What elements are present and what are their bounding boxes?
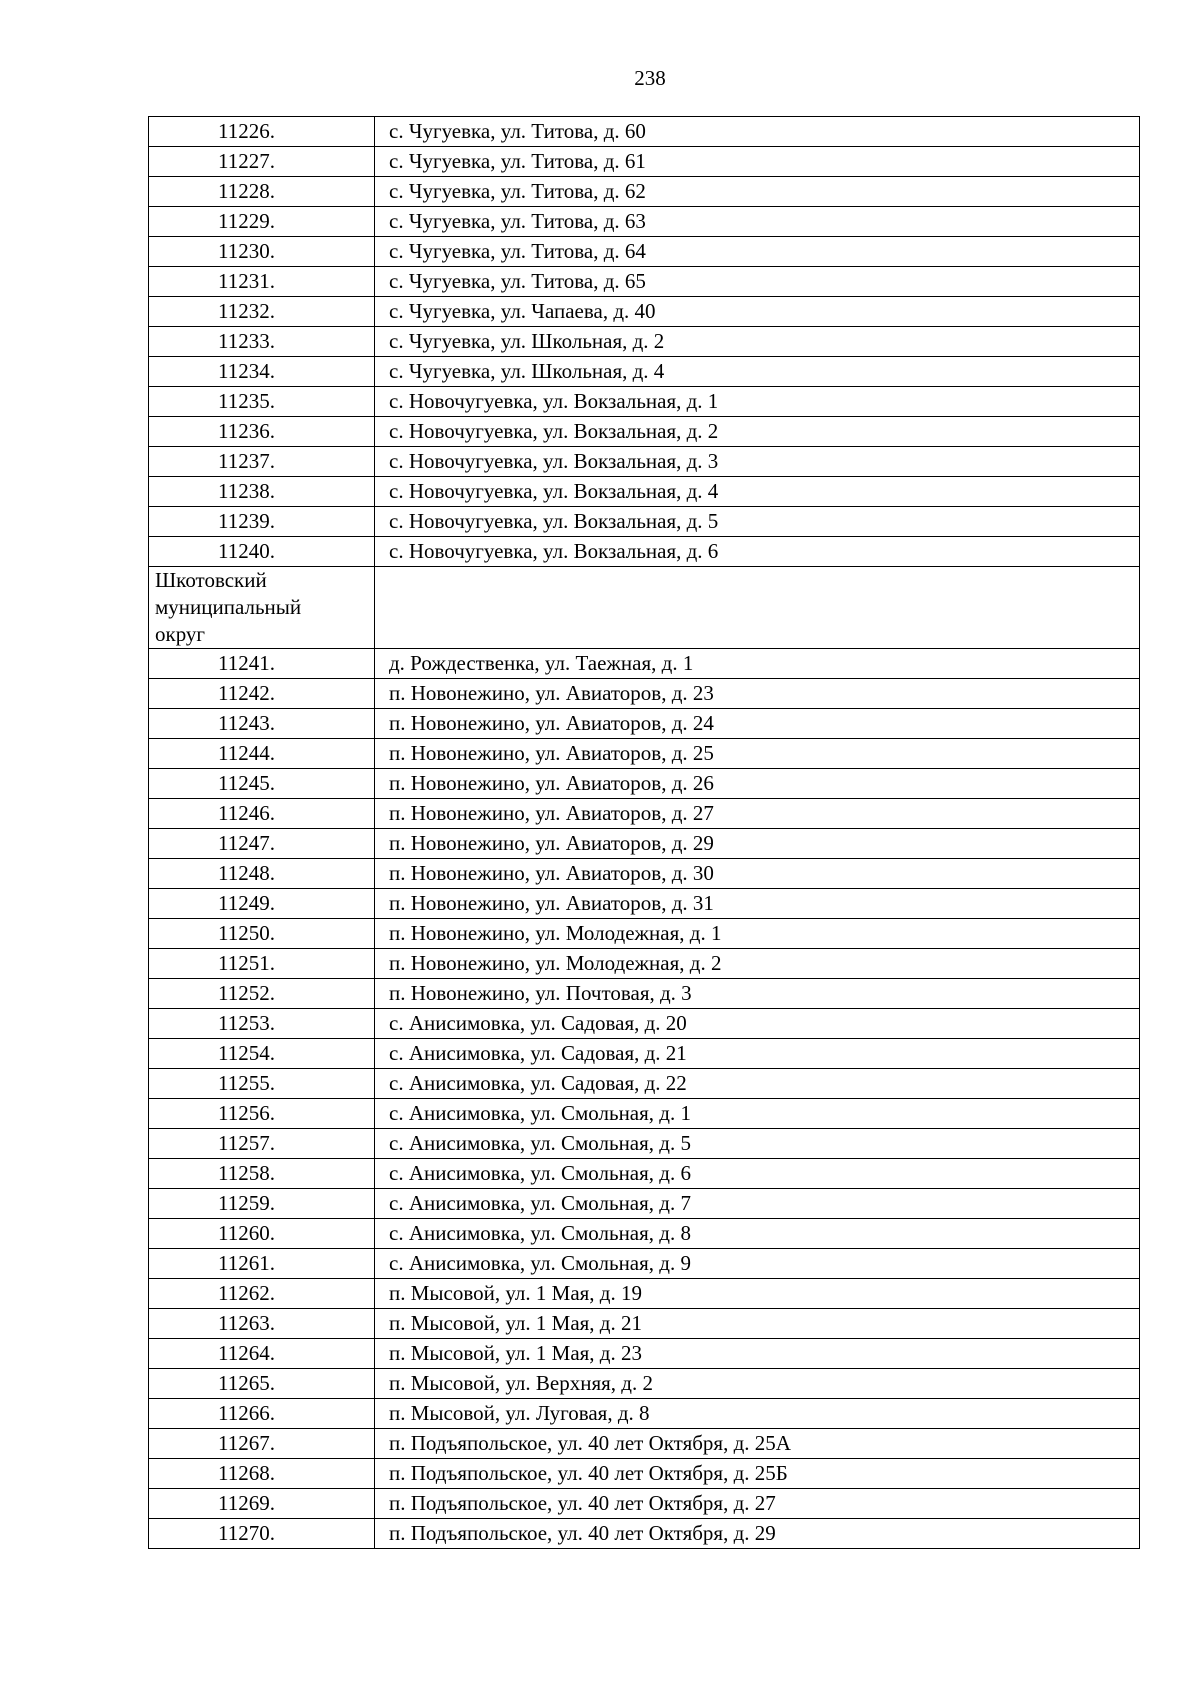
- table-row: [149, 1279, 1140, 1309]
- table-row: [149, 357, 1140, 387]
- row-address: с. Чугуевка, ул. Школьная, д. 2: [375, 327, 1140, 357]
- table-row: [149, 949, 1140, 979]
- row-address: с. Чугуевка, ул. Школьная, д. 4: [375, 357, 1140, 387]
- row-address: с. Анисимовка, ул. Садовая, д. 21: [375, 1039, 1140, 1069]
- row-address: п. Новонежино, ул. Авиаторов, д. 25: [375, 739, 1140, 769]
- section-empty-cell: [375, 567, 1140, 649]
- table-row: [149, 709, 1140, 739]
- row-address: с. Анисимовка, ул. Смольная, д. 8: [375, 1219, 1140, 1249]
- row-address: п. Мысовой, ул. 1 Мая, д. 19: [375, 1279, 1140, 1309]
- table-row: [149, 1249, 1140, 1279]
- table-row: [149, 739, 1140, 769]
- row-number: 11257.: [149, 1129, 375, 1159]
- row-number: 11268.: [149, 1459, 375, 1489]
- row-number: 11267.: [149, 1429, 375, 1459]
- row-number: 11262.: [149, 1279, 375, 1309]
- row-number: 11260.: [149, 1219, 375, 1249]
- table-row: [149, 477, 1140, 507]
- table-row: [149, 859, 1140, 889]
- row-number: 11256.: [149, 1099, 375, 1129]
- row-number: 11232.: [149, 297, 375, 327]
- table-row: [149, 387, 1140, 417]
- row-number: 11242.: [149, 679, 375, 709]
- table-row: [149, 889, 1140, 919]
- row-number: 11244.: [149, 739, 375, 769]
- page-number: 238: [634, 66, 666, 90]
- row-address: п. Подъяпольское, ул. 40 лет Октября, д. 29: [375, 1519, 1140, 1549]
- row-address: п. Мысовой, ул. 1 Мая, д. 23: [375, 1339, 1140, 1369]
- table-row: [149, 237, 1140, 267]
- row-number: 11248.: [149, 859, 375, 889]
- row-number: 11226.: [149, 117, 375, 147]
- table-row: [149, 1309, 1140, 1339]
- row-address: с. Новочугуевка, ул. Вокзальная, д. 3: [375, 447, 1140, 477]
- table-row: [149, 267, 1140, 297]
- row-address: п. Подъяпольское, ул. 40 лет Октября, д. 25А: [375, 1429, 1140, 1459]
- table-row: [149, 447, 1140, 477]
- table-row: [149, 679, 1140, 709]
- row-number: 11251.: [149, 949, 375, 979]
- row-address: п. Новонежино, ул. Почтовая, д. 3: [375, 979, 1140, 1009]
- row-address: с. Чугуевка, ул. Титова, д. 61: [375, 147, 1140, 177]
- row-address: п. Новонежино, ул. Авиаторов, д. 26: [375, 769, 1140, 799]
- section-group: [149, 567, 1140, 649]
- row-address: п. Новонежино, ул. Авиаторов, д. 30: [375, 859, 1140, 889]
- table-row: [149, 177, 1140, 207]
- row-address: с. Чугуевка, ул. Титова, д. 60: [375, 117, 1140, 147]
- table-row: [149, 919, 1140, 949]
- row-address: п. Новонежино, ул. Авиаторов, д. 29: [375, 829, 1140, 859]
- table-row: [149, 1009, 1140, 1039]
- table-row: [149, 829, 1140, 859]
- row-number: 11240.: [149, 537, 375, 567]
- row-number: 11266.: [149, 1399, 375, 1429]
- row-address: с. Чугуевка, ул. Титова, д. 63: [375, 207, 1140, 237]
- address-register-table: [148, 116, 1140, 1549]
- row-address: п. Мысовой, ул. 1 Мая, д. 21: [375, 1309, 1140, 1339]
- row-address: с. Анисимовка, ул. Смольная, д. 7: [375, 1189, 1140, 1219]
- row-number: 11243.: [149, 709, 375, 739]
- row-address: д. Рождественка, ул. Таежная, д. 1: [375, 649, 1140, 679]
- row-number: 11255.: [149, 1069, 375, 1099]
- row-address: с. Анисимовка, ул. Смольная, д. 9: [375, 1249, 1140, 1279]
- row-number: 11249.: [149, 889, 375, 919]
- row-address: с. Новочугуевка, ул. Вокзальная, д. 1: [375, 387, 1140, 417]
- row-address: с. Новочугуевка, ул. Вокзальная, д. 5: [375, 507, 1140, 537]
- row-address: с. Новочугуевка, ул. Вокзальная, д. 2: [375, 417, 1140, 447]
- table-body-after-section: [149, 649, 1140, 1549]
- row-address: с. Анисимовка, ул. Смольная, д. 6: [375, 1159, 1140, 1189]
- row-number: 11234.: [149, 357, 375, 387]
- table-row: [149, 1189, 1140, 1219]
- row-number: 11230.: [149, 237, 375, 267]
- row-number: 11229.: [149, 207, 375, 237]
- row-number: 11239.: [149, 507, 375, 537]
- section-heading: Шкотовский муниципальный округ: [155, 568, 302, 646]
- row-number: 11264.: [149, 1339, 375, 1369]
- row-number: 11246.: [149, 799, 375, 829]
- row-number: 11241.: [149, 649, 375, 679]
- row-number: 11261.: [149, 1249, 375, 1279]
- table-row: [149, 799, 1140, 829]
- table-row: [149, 1069, 1140, 1099]
- row-number: 11253.: [149, 1009, 375, 1039]
- table-row: [149, 147, 1140, 177]
- table-row: [149, 417, 1140, 447]
- row-address: п. Новонежино, ул. Молодежная, д. 1: [375, 919, 1140, 949]
- row-address: п. Подъяпольское, ул. 40 лет Октября, д. 25Б: [375, 1459, 1140, 1489]
- row-address: с. Новочугуевка, ул. Вокзальная, д. 4: [375, 477, 1140, 507]
- row-number: 11233.: [149, 327, 375, 357]
- table-body-before-section: [149, 117, 1140, 567]
- row-number: 11265.: [149, 1369, 375, 1399]
- table-row: [149, 979, 1140, 1009]
- row-address: с. Чугуевка, ул. Чапаева, д. 40: [375, 297, 1140, 327]
- row-address: п. Новонежино, ул. Авиаторов, д. 23: [375, 679, 1140, 709]
- row-address: с. Анисимовка, ул. Садовая, д. 22: [375, 1069, 1140, 1099]
- row-address: с. Чугуевка, ул. Титова, д. 62: [375, 177, 1140, 207]
- table-row: [149, 769, 1140, 799]
- table-row: [149, 117, 1140, 147]
- row-number: 11247.: [149, 829, 375, 859]
- row-number: 11250.: [149, 919, 375, 949]
- row-address: п. Новонежино, ул. Молодежная, д. 2: [375, 949, 1140, 979]
- row-address: п. Мысовой, ул. Верхняя, д. 2: [375, 1369, 1140, 1399]
- table-row: [149, 649, 1140, 679]
- table-row: [149, 1039, 1140, 1069]
- row-number: 11231.: [149, 267, 375, 297]
- row-number: 11238.: [149, 477, 375, 507]
- row-number: 11228.: [149, 177, 375, 207]
- row-address: п. Новонежино, ул. Авиаторов, д. 24: [375, 709, 1140, 739]
- table-row: [149, 1369, 1140, 1399]
- table-row: [149, 1429, 1140, 1459]
- row-number: 11259.: [149, 1189, 375, 1219]
- row-address: п. Новонежино, ул. Авиаторов, д. 31: [375, 889, 1140, 919]
- row-number: 11254.: [149, 1039, 375, 1069]
- row-address: с. Новочугуевка, ул. Вокзальная, д. 6: [375, 537, 1140, 567]
- row-address: с. Анисимовка, ул. Смольная, д. 1: [375, 1099, 1140, 1129]
- table-row: [149, 297, 1140, 327]
- table-row: [149, 1459, 1140, 1489]
- section-heading-cell: [149, 567, 375, 649]
- table-row: [149, 207, 1140, 237]
- row-number: 11252.: [149, 979, 375, 1009]
- row-number: 11263.: [149, 1309, 375, 1339]
- table-row: [149, 1129, 1140, 1159]
- row-number: 11235.: [149, 387, 375, 417]
- row-number: 11227.: [149, 147, 375, 177]
- row-address: с. Анисимовка, ул. Смольная, д. 5: [375, 1129, 1140, 1159]
- table-row: [149, 1219, 1140, 1249]
- row-number: 11258.: [149, 1159, 375, 1189]
- row-number: 11245.: [149, 769, 375, 799]
- table-row: [149, 1519, 1140, 1549]
- table-row: [149, 537, 1140, 567]
- row-address: п. Новонежино, ул. Авиаторов, д. 27: [375, 799, 1140, 829]
- section-heading-row: [149, 567, 1140, 649]
- table-row: [149, 507, 1140, 537]
- table-row: [149, 1489, 1140, 1519]
- row-address: п. Мысовой, ул. Луговая, д. 8: [375, 1399, 1140, 1429]
- table-row: [149, 1399, 1140, 1429]
- row-address: с. Чугуевка, ул. Титова, д. 65: [375, 267, 1140, 297]
- table-row: [149, 1159, 1140, 1189]
- table-row: [149, 1099, 1140, 1129]
- table-row: [149, 327, 1140, 357]
- row-address: с. Чугуевка, ул. Титова, д. 64: [375, 237, 1140, 267]
- table-row: [149, 1339, 1140, 1369]
- row-address: с. Анисимовка, ул. Садовая, д. 20: [375, 1009, 1140, 1039]
- row-address: п. Подъяпольское, ул. 40 лет Октября, д. 27: [375, 1489, 1140, 1519]
- row-number: 11237.: [149, 447, 375, 477]
- row-number: 11236.: [149, 417, 375, 447]
- row-number: 11269.: [149, 1489, 375, 1519]
- row-number: 11270.: [149, 1519, 375, 1549]
